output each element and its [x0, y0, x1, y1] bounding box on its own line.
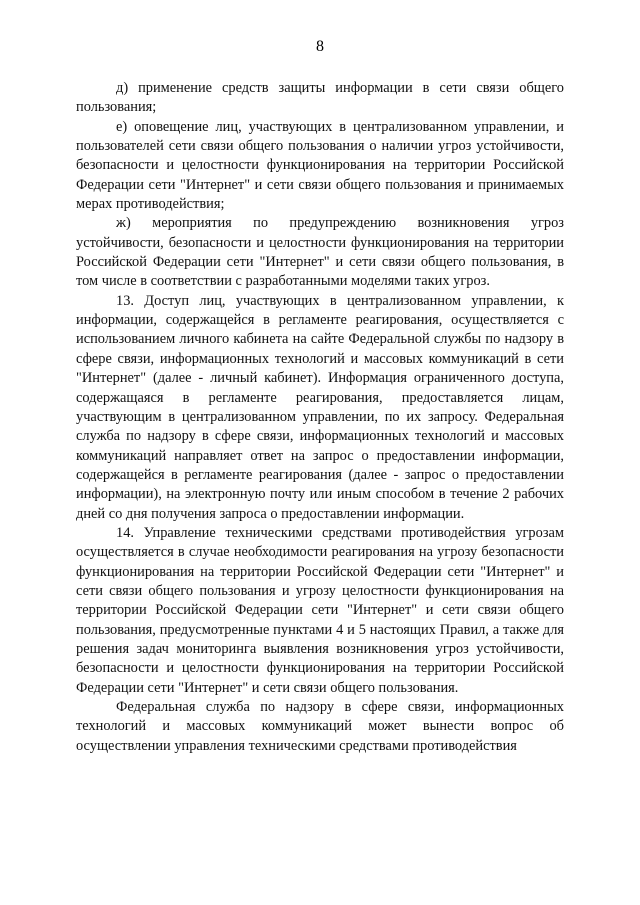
paragraph-item-e: е) оповещение лиц, участвующих в централизованном управлении, и пользователей сети связи общего пользования о наличии угроз устойчивости, безопасности и целостности функционирования на территории Российской Федерации сети "Интернет" и сети связи общего пользования и принимаемых мерах противодействия;: [76, 118, 564, 213]
paragraph-clause-14: 14. Управление техническими средствами противодействия угрозам осуществляется в случае необходимости реагирования на угрозу безопасности функционирования на территории Российской Федерации сети "Интернет" и сети связи общего пользования и угрозу целостности функционирования на территории Российской Федерации сети "Интернет" и сети связи общего пользования, предусмотренные пунктами 4 и 5 настоящих Правил, а также для решения задач мониторинга выявления возникновения угроз устойчивости, безопасности и целостности функционирования на территории Российской Федерации сети "Интернет" и сети связи общего пользования.: [76, 524, 564, 696]
paragraph-item-d: д) применение средств защиты информации в сети связи общего пользования;: [76, 80, 564, 116]
paragraph-item-zh: ж) мероприятия по предупреждению возникновения угроз устойчивости, безопасности и целостности функционирования на территории Российской Федерации сети "Интернет" и сети связи общего пользования, в том числе в соответствии с разработанными моделями таких угроз.: [76, 215, 564, 290]
page-number: 8: [316, 38, 324, 55]
document-body: [76, 79, 564, 756]
paragraph-federal-service: Федеральная служба по надзору в сфере связи, информационных технологий и массовых коммуникаций может вынести вопрос об осуществлении управления техническими средствами противодействия: [76, 699, 564, 754]
paragraph-clause-13: 13. Доступ лиц, участвующих в централизованном управлении, к информации, содержащейся в регламенте реагирования, осуществляется с использованием личного кабинета на сайте Федеральной службы по надзору в сфере связи, информационных технологий и массовых коммуникаций в сети "Интернет" (далее - личный кабинет). Информация ограниченного доступа, содержащаяся в регламенте реагирования, предоставляется лицам, участвующим в централизованном управлении, по их запросу. Федеральная служба по надзору в сфере связи, информационных технологий и массовых коммуникаций направляет ответ на запрос о предоставлении информации, содержащейся в регламенте реагирования (далее - запрос о предоставлении информации), на электронную почту или иным способом в течение 2 рабочих дней со дня получения запроса о предоставлении информации.: [76, 292, 564, 522]
